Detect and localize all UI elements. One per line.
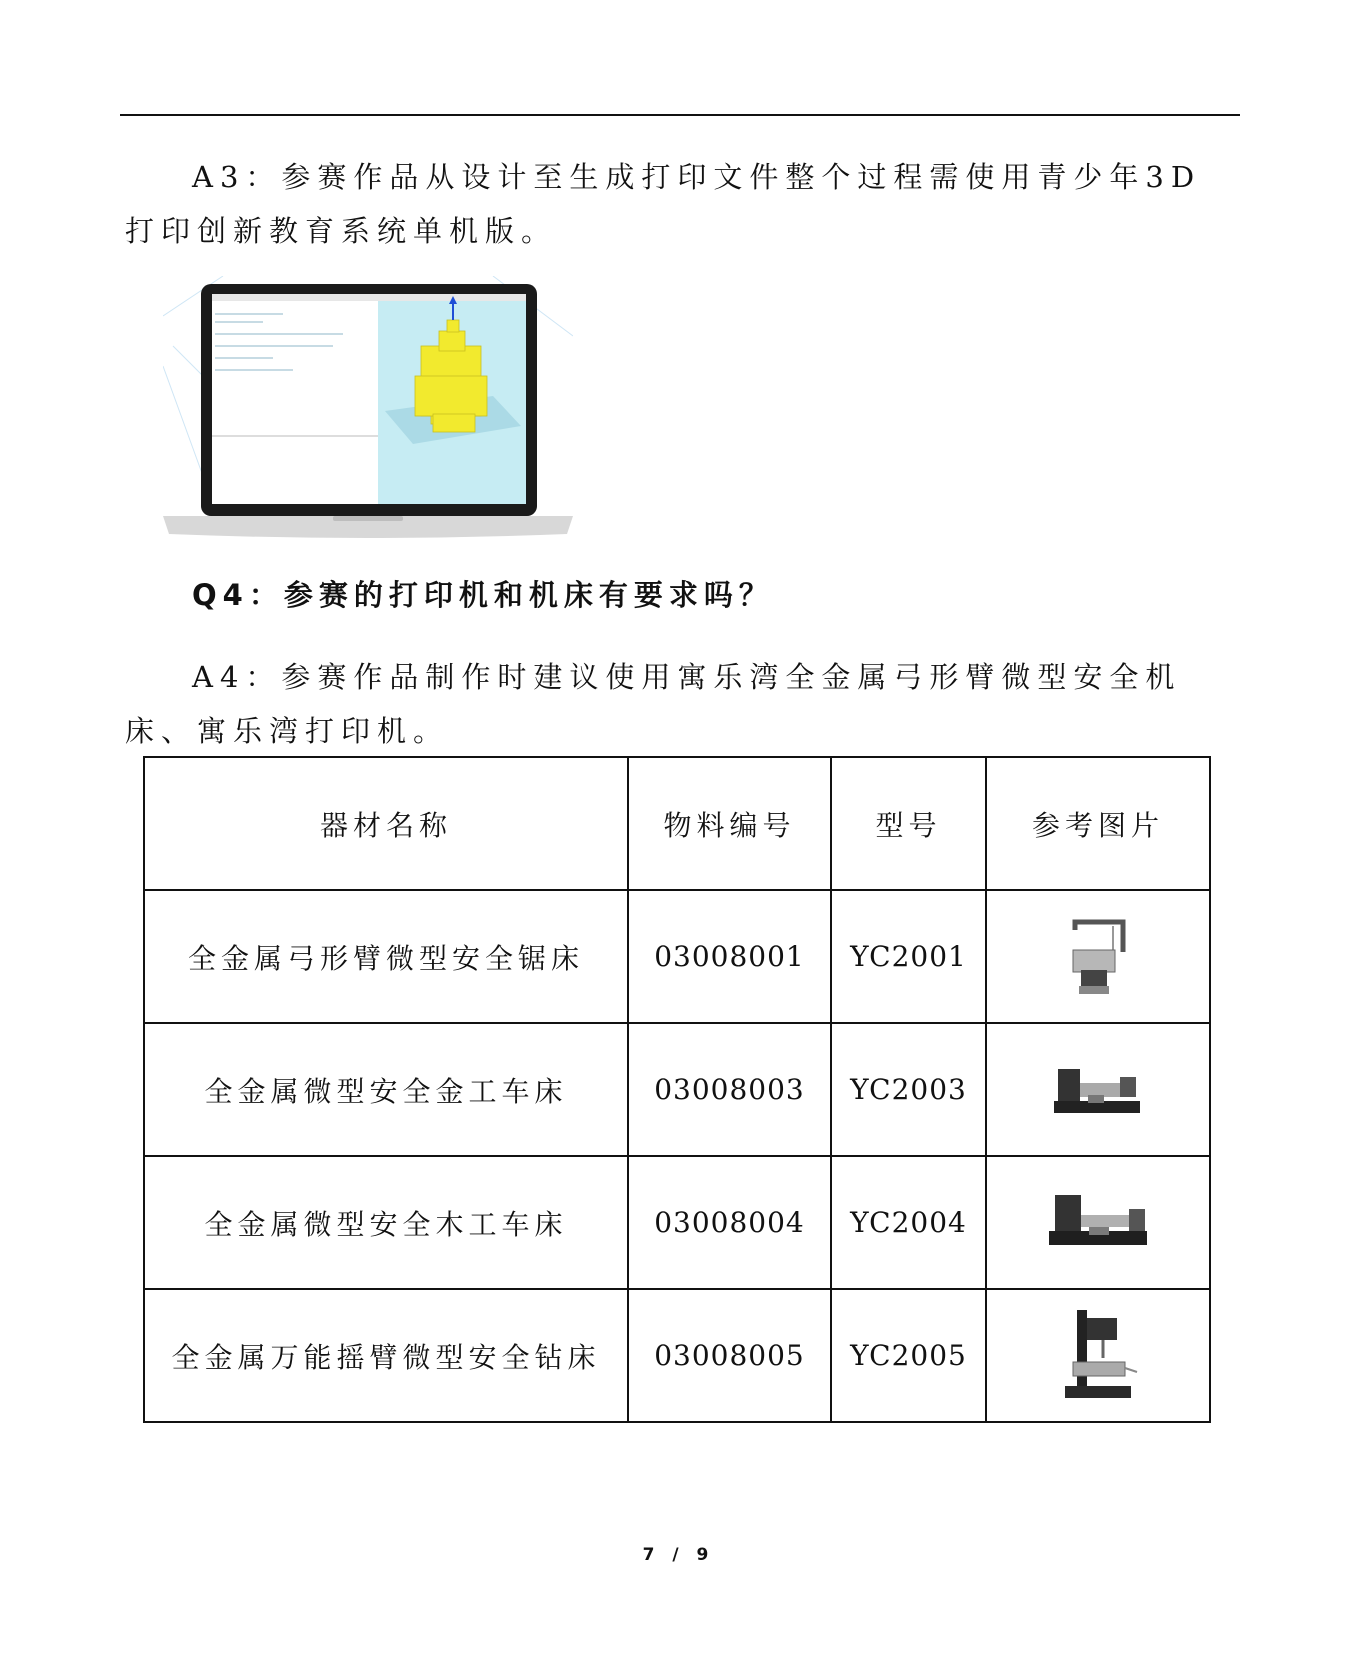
table-row xyxy=(144,1023,1210,1156)
model-number: YC2004 xyxy=(831,1156,986,1289)
drill-press-photo-icon xyxy=(1053,1306,1143,1406)
wood-lathe-photo-icon xyxy=(1043,1185,1153,1261)
material-code: 03008001 xyxy=(628,890,831,1023)
header-material-code: 物料编号 xyxy=(628,757,831,890)
equipment-name: 全金属万能摇臂微型安全钻床 xyxy=(144,1289,628,1422)
model-number: YC2003 xyxy=(831,1023,986,1156)
header-equipment-name: 器材名称 xyxy=(144,757,628,890)
page-number: 7 / 9 xyxy=(642,1545,715,1565)
table-header-row xyxy=(144,757,1210,890)
reference-image-cell xyxy=(986,1156,1210,1289)
equipment-name: 全金属微型安全木工车床 xyxy=(144,1156,628,1289)
header-model: 型号 xyxy=(831,757,986,890)
material-code: 03008004 xyxy=(628,1156,831,1289)
material-code: 03008003 xyxy=(628,1023,831,1156)
material-code: 03008005 xyxy=(628,1289,831,1422)
equipment-table xyxy=(143,756,1211,1423)
table-row xyxy=(144,1289,1210,1422)
model-number: YC2001 xyxy=(831,890,986,1023)
answer-a3: A3：参赛作品从设计至生成打印文件整个过程需使用青少年3D打印创新教育系统单机版。 xyxy=(125,160,1202,248)
reference-image-cell xyxy=(986,890,1210,1023)
header-rule xyxy=(120,114,1240,116)
equipment-name: 全金属微型安全金工车床 xyxy=(144,1023,628,1156)
saw-machine-photo-icon xyxy=(1053,912,1143,1002)
model-number: YC2005 xyxy=(831,1289,986,1422)
question-q4: Q4：参赛的打印机和机床有要求吗？ xyxy=(192,578,774,612)
metal-lathe-photo-icon xyxy=(1048,1055,1148,1125)
laptop-illustration xyxy=(163,276,573,552)
header-reference-image: 参考图片 xyxy=(986,757,1210,890)
table-row xyxy=(144,1156,1210,1289)
table-row xyxy=(144,890,1210,1023)
reference-image-cell xyxy=(986,1289,1210,1422)
answer-a4: A4：参赛作品制作时建议使用寓乐湾全金属弓形臂微型安全机床、寓乐湾打印机。 xyxy=(125,660,1182,748)
reference-image-cell xyxy=(986,1023,1210,1156)
equipment-name: 全金属弓形臂微型安全锯床 xyxy=(144,890,628,1023)
